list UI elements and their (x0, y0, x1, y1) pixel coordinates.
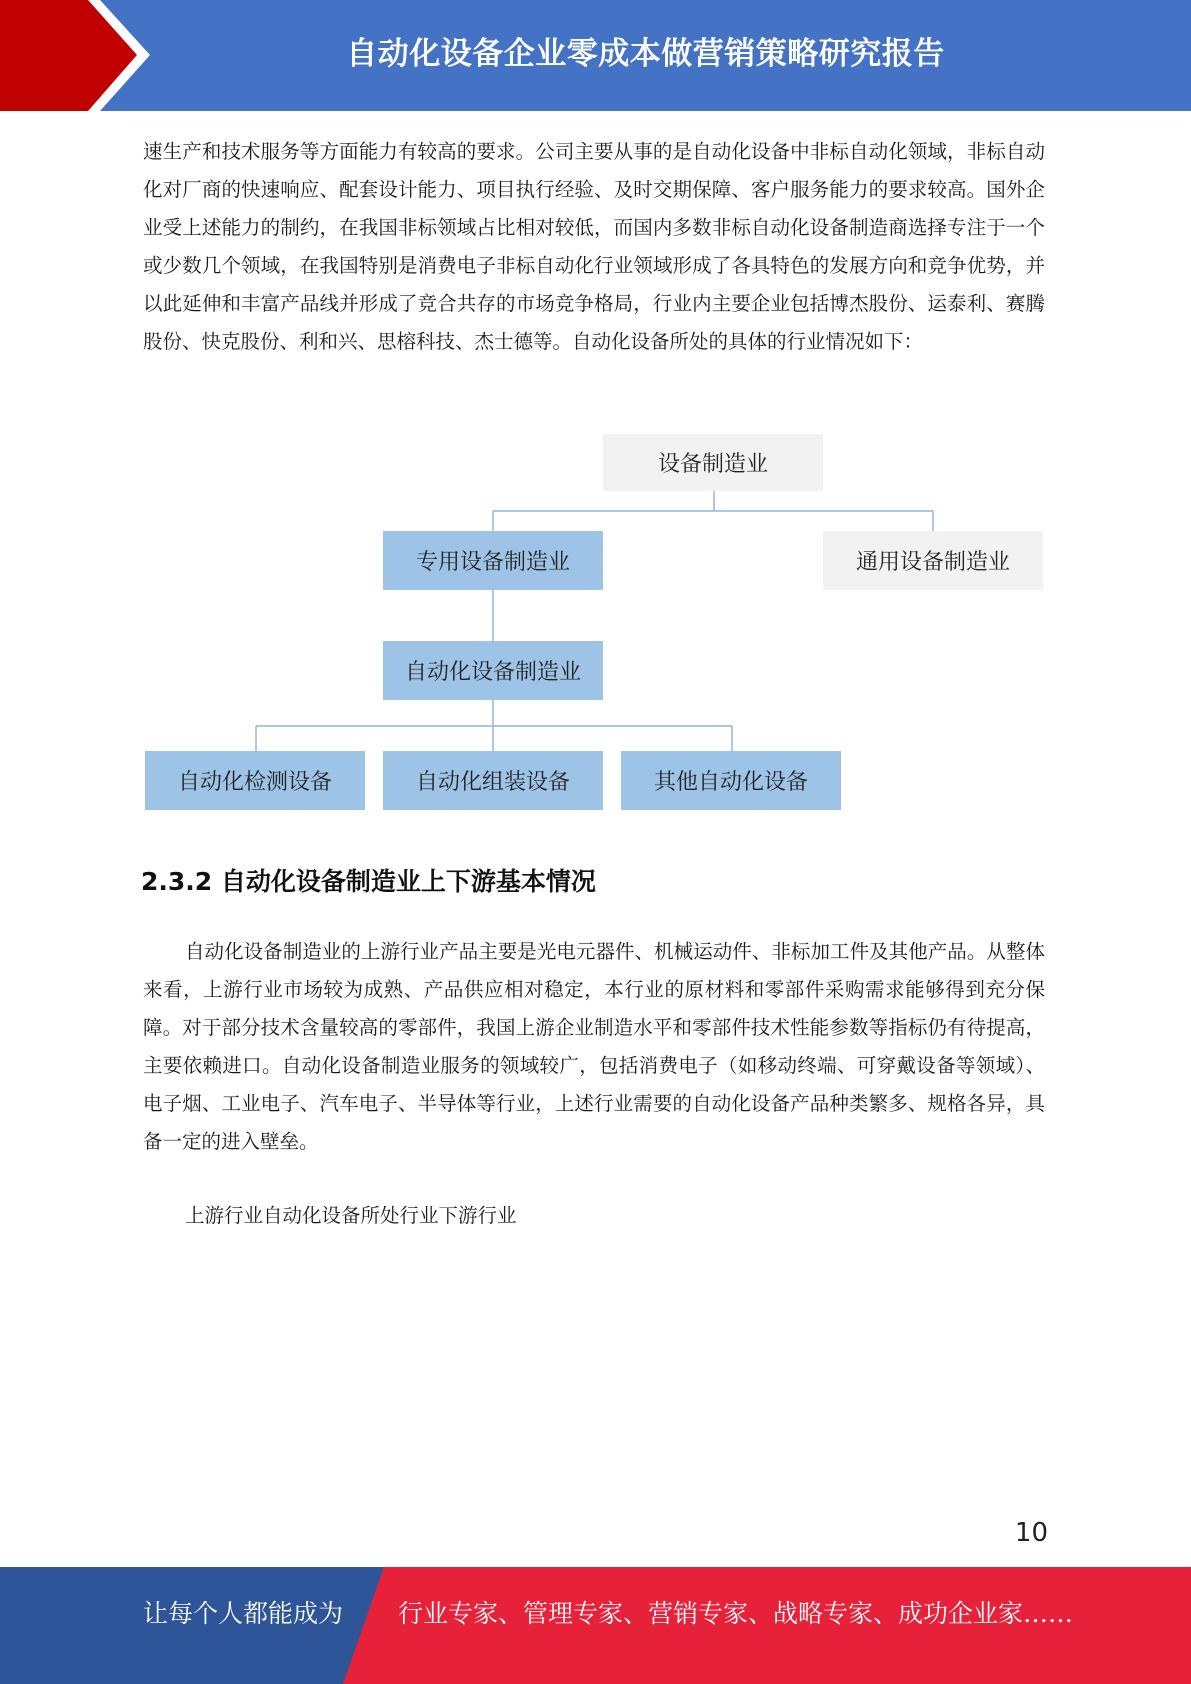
page-number: 10 (1014, 1518, 1048, 1548)
org-node-root: 设备制造业 (603, 434, 823, 491)
section-heading: 2.3.2 自动化设备制造业上下游基本情况 (141, 867, 596, 896)
body-paragraph-chain: 上游行业自动化设备所处行业下游行业 (185, 1204, 517, 1227)
body-paragraph-upstream: 自动化设备制造业的上游行业产品主要是光电元器件、机械运动件、非标加工件及其他产品。从整体来看，上游行业市场较为成熟、产品供应相对稳定，本行业的原材料和零部件采购需求能够得到充分保障。对于部分技术含量较高的零部件，我国上游企业制造水平和零部件技术性能参数等指标仍有待提高，主要依赖进口。自动化设备制造业服务的领域较广，包括消费电子（如移动终端、可穿戴设备等领域）、电子烟、工业电子、汽车电子、半导体等行业，上述行业需要的自动化设备产品种类繁多、规格各异，具备一定的进入壁垒。 (143, 940, 1045, 1153)
body-paragraph-intro: 速生产和技术服务等方面能力有较高的要求。公司主要从事的是自动化设备中非标自动化领域，非标自动化对厂商的快速响应、配套设计能力、项目执行经验、及时交期保障、客户服务能力的要求较高。国外企业受上述能力的制约，在我国非标领域占比相对较低，而国内多数非标自动化设备制造商选择专注于一个或少数几个领域，在我国特别是消费电子非标自动化行业领域形成了各具特色的发展方向和竞争优势，并以此延伸和丰富产品线并形成了竞合共存的市场竞争格局，行业内主要企业包括博杰股份、运泰利、赛腾股份、快克股份、利和兴、思榕科技、杰士德等。自动化设备所处的具体的行业情况如下： (143, 140, 1045, 353)
footer-slogan-left: 让每个人都能成为 (143, 1599, 344, 1628)
org-node-general-equipment: 通用设备制造业 (823, 531, 1043, 590)
footer-slogan-right: 行业专家、管理专家、营销专家、战略专家、成功企业家…… (398, 1599, 1074, 1628)
org-node-assembly-equipment: 自动化组装设备 (383, 751, 603, 810)
report-title: 自动化设备企业零成本做营销策略研究报告 (346, 35, 945, 72)
org-node-inspection-equipment: 自动化检测设备 (145, 751, 365, 810)
org-node-special-equipment: 专用设备制造业 (383, 531, 603, 590)
org-node-automation-equipment: 自动化设备制造业 (383, 641, 603, 700)
org-node-other-equipment: 其他自动化设备 (621, 751, 841, 810)
